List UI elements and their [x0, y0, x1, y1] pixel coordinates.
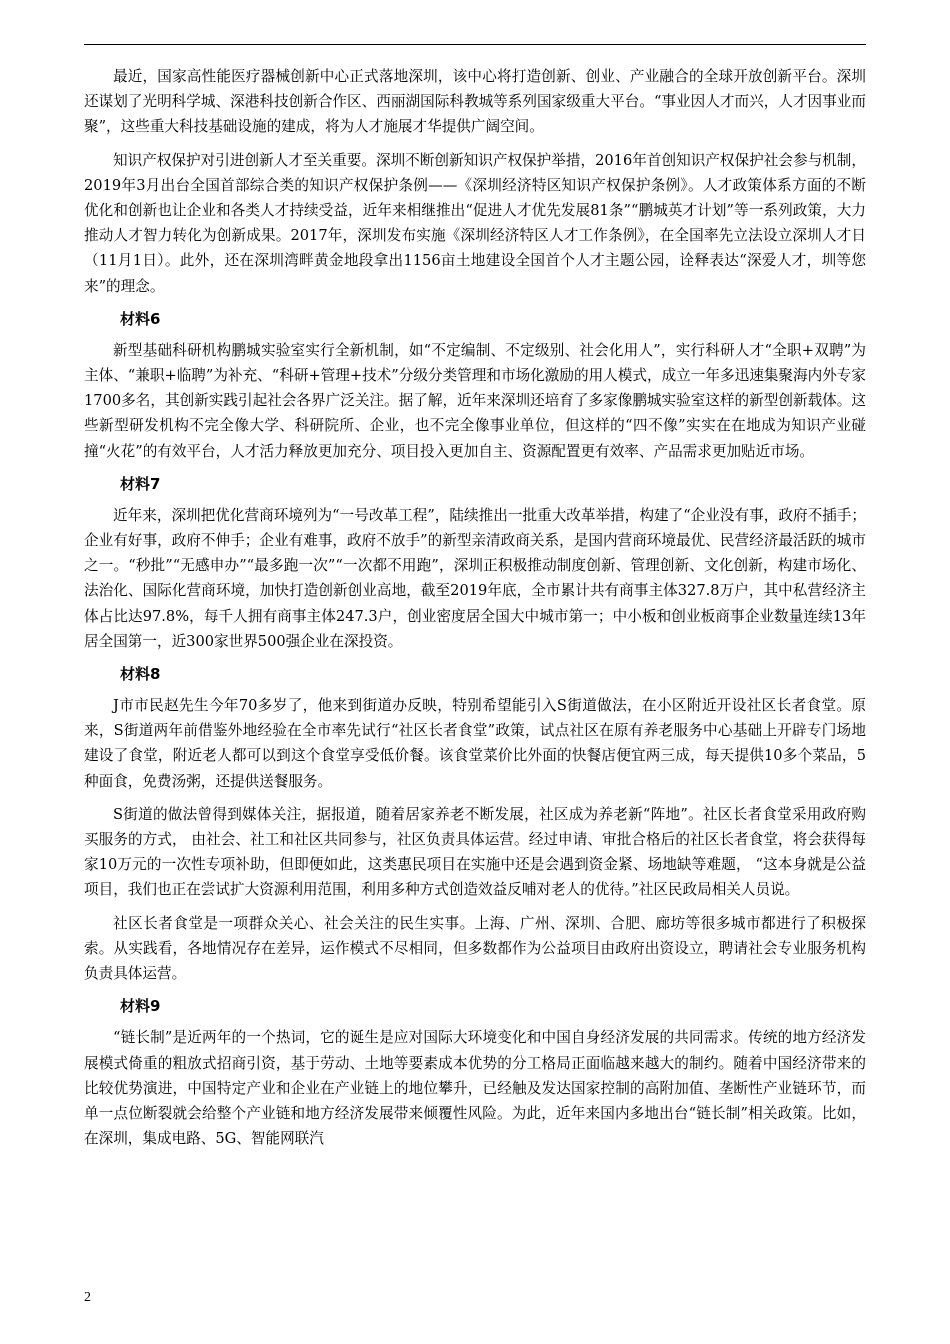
paragraph: 最近，国家高性能医疗器械创新中心正式落地深圳，该中心将打造创新、创业、产业融合的全球开放创新平台。深圳还谋划了光明科学城、深港科技创新合作区、西丽湖国际科教城等系列国家级重大平台。“事业因人才而兴，人才因事业而聚”，这些重大科技基础设施的建成，将为人才施展才华提供广阔空间。	[84, 68, 866, 136]
section-heading-material-8: 材料8	[120, 665, 161, 684]
paragraph: 新型基础科研机构鹏城实验室实行全新机制，如“不定编制、不定级别、社会化用人”，实行科研人才“全职+双聘”为主体、“兼职+临聘”为补充、“科研+管理+技术”分级分类管理和市场化激励的用人模式，成立一年多迅速集聚海内外专家1700多名，其创新实践引起社会各界广泛关注。据了解，近年来深圳还培育了多家像鹏城实验室这样的新型创新载体。这些新型研发机构不完全像大学、科研院所、企业，也不完全像事业单位，但这样的“四不像”实实在在地成为知识产业碰撞“火花”的有效平台，人才活力释放更加充分、项目投入更加自主、资源配置更有效率、产品需求更加贴近市场。	[84, 341, 866, 460]
section-heading-material-7: 材料7	[120, 474, 161, 493]
page-number: 2	[84, 1290, 91, 1305]
paragraph: S街道的做法曾得到媒体关注，据报道，随着居家养老不断发展，社区成为养老新“阵地”。社区长者食堂采用政府购买服务的方式， 由社会、社工和社区共同参与，社区负责具体运营。经过申请、审批合格后的社区长者食堂，将会获得每家10万元的一次性专项补助，但即便如此，这类惠民项目在实施中还是会遇到资金紧、场地缺等难题， “这本身就是公益项目，我们也正在尝试扩大资源利用范围，利用多种方式创造效益反哺对老人的优待。”社区民政局相关人员说。	[84, 805, 866, 899]
paragraph: 知识产权保护对引进创新人才至关重要。深圳不断创新知识产权保护举措，2016年首创知识产权保护社会参与机制，2019年3月出台全国首部综合类的知识产权保护条例——《深圳经济特区知识产权保护条例》。人才政策体系方面的不断优化和创新也让企业和各类人才持续受益，近年来相继推出“促进人才优先发展81条”“鹏城英才计划”等一系列政策，大力推动人才智力转化为创新成果。2017年，深圳发布实施《深圳经济特区人才工作条例》，在全国率先立法设立深圳人才日（11月1日）。此外，还在深圳湾畔黄金地段拿出1156亩土地建设全国首个人才主题公园，诠释表达“深爱人才，圳等您来”的理念。	[84, 151, 866, 295]
paragraph: 社区长者食堂是一项群众关心、社会关注的民生实事。上海、广州、深圳、合肥、廊坊等很多城市都进行了积极探索。从实践看，各地情况存在差异，运作模式不尽相同，但多数都作为公益项目由政府出资设立，聘请社会专业服务机构负责具体运营。	[84, 914, 866, 983]
document-body	[84, 64, 866, 1159]
paragraph: 近年来，深圳把优化营商环境列为“一号改革工程”，陆续推出一批重大改革举措，构建了“企业没有事，政府不插手；企业有好事，政府不伸手；企业有难事，政府不放手”的新型亲清政商关系，是国内营商环境最优、民营经济最活跃的城市之一。“秒批”“无感申办”“最多跑一次”“一次都不用跑”，深圳正积极推动制度创新、管理创新、文化创新，构建市场化、法治化、国际化营商环境，加快打造创新创业高地，截至2019年底，全市累计共有商事主体327.8万户，其中私营经济主体占比达97.8%，每千人拥有商事主体247.3户，创业密度居全国大中城市第一；中小板和创业板商事企业数量连续13年居全国第一，近300家世界500强企业在深投资。	[84, 506, 866, 650]
paragraph: “链长制”是近两年的一个热词，它的诞生是应对国际大环境变化和中国自身经济发展的共同需求。传统的地方经济发展模式倚重的粗放式招商引资，基于劳动、土地等要素成本优势的分工格局正面临越来越大的制约。随着中国经济带来的比较优势演进，中国特定产业和企业在产业链上的地位攀升，已经触及发达国家控制的高附加值、垄断性产业链环节，而单一点位断裂就会给整个产业链和地方经济发展带来倾覆性风险。为此，近年来国内多地出台“链长制”相关政策。比如，在深圳，集成电路、5G、智能网联汽	[84, 1029, 866, 1148]
section-heading-material-9: 材料9	[120, 997, 161, 1016]
header-rule	[84, 44, 866, 45]
paragraph: J市市民赵先生今年70多岁了，他来到街道办反映，特别希望能引入S街道做法，在小区附近开设社区长者食堂。原来，S街道两年前借鉴外地经验在全市率先试行“社区长者食堂”政策，试点社区在原有养老服务中心基础上开辟专门场地建设了食堂，附近老人都可以到这个食堂享受低价餐。该食堂菜价比外面的快餐店便宜两三成，每天提供10多个菜品，5种面食，免费汤粥，还提供送餐服务。	[84, 697, 866, 790]
section-heading-material-6: 材料6	[120, 309, 161, 328]
